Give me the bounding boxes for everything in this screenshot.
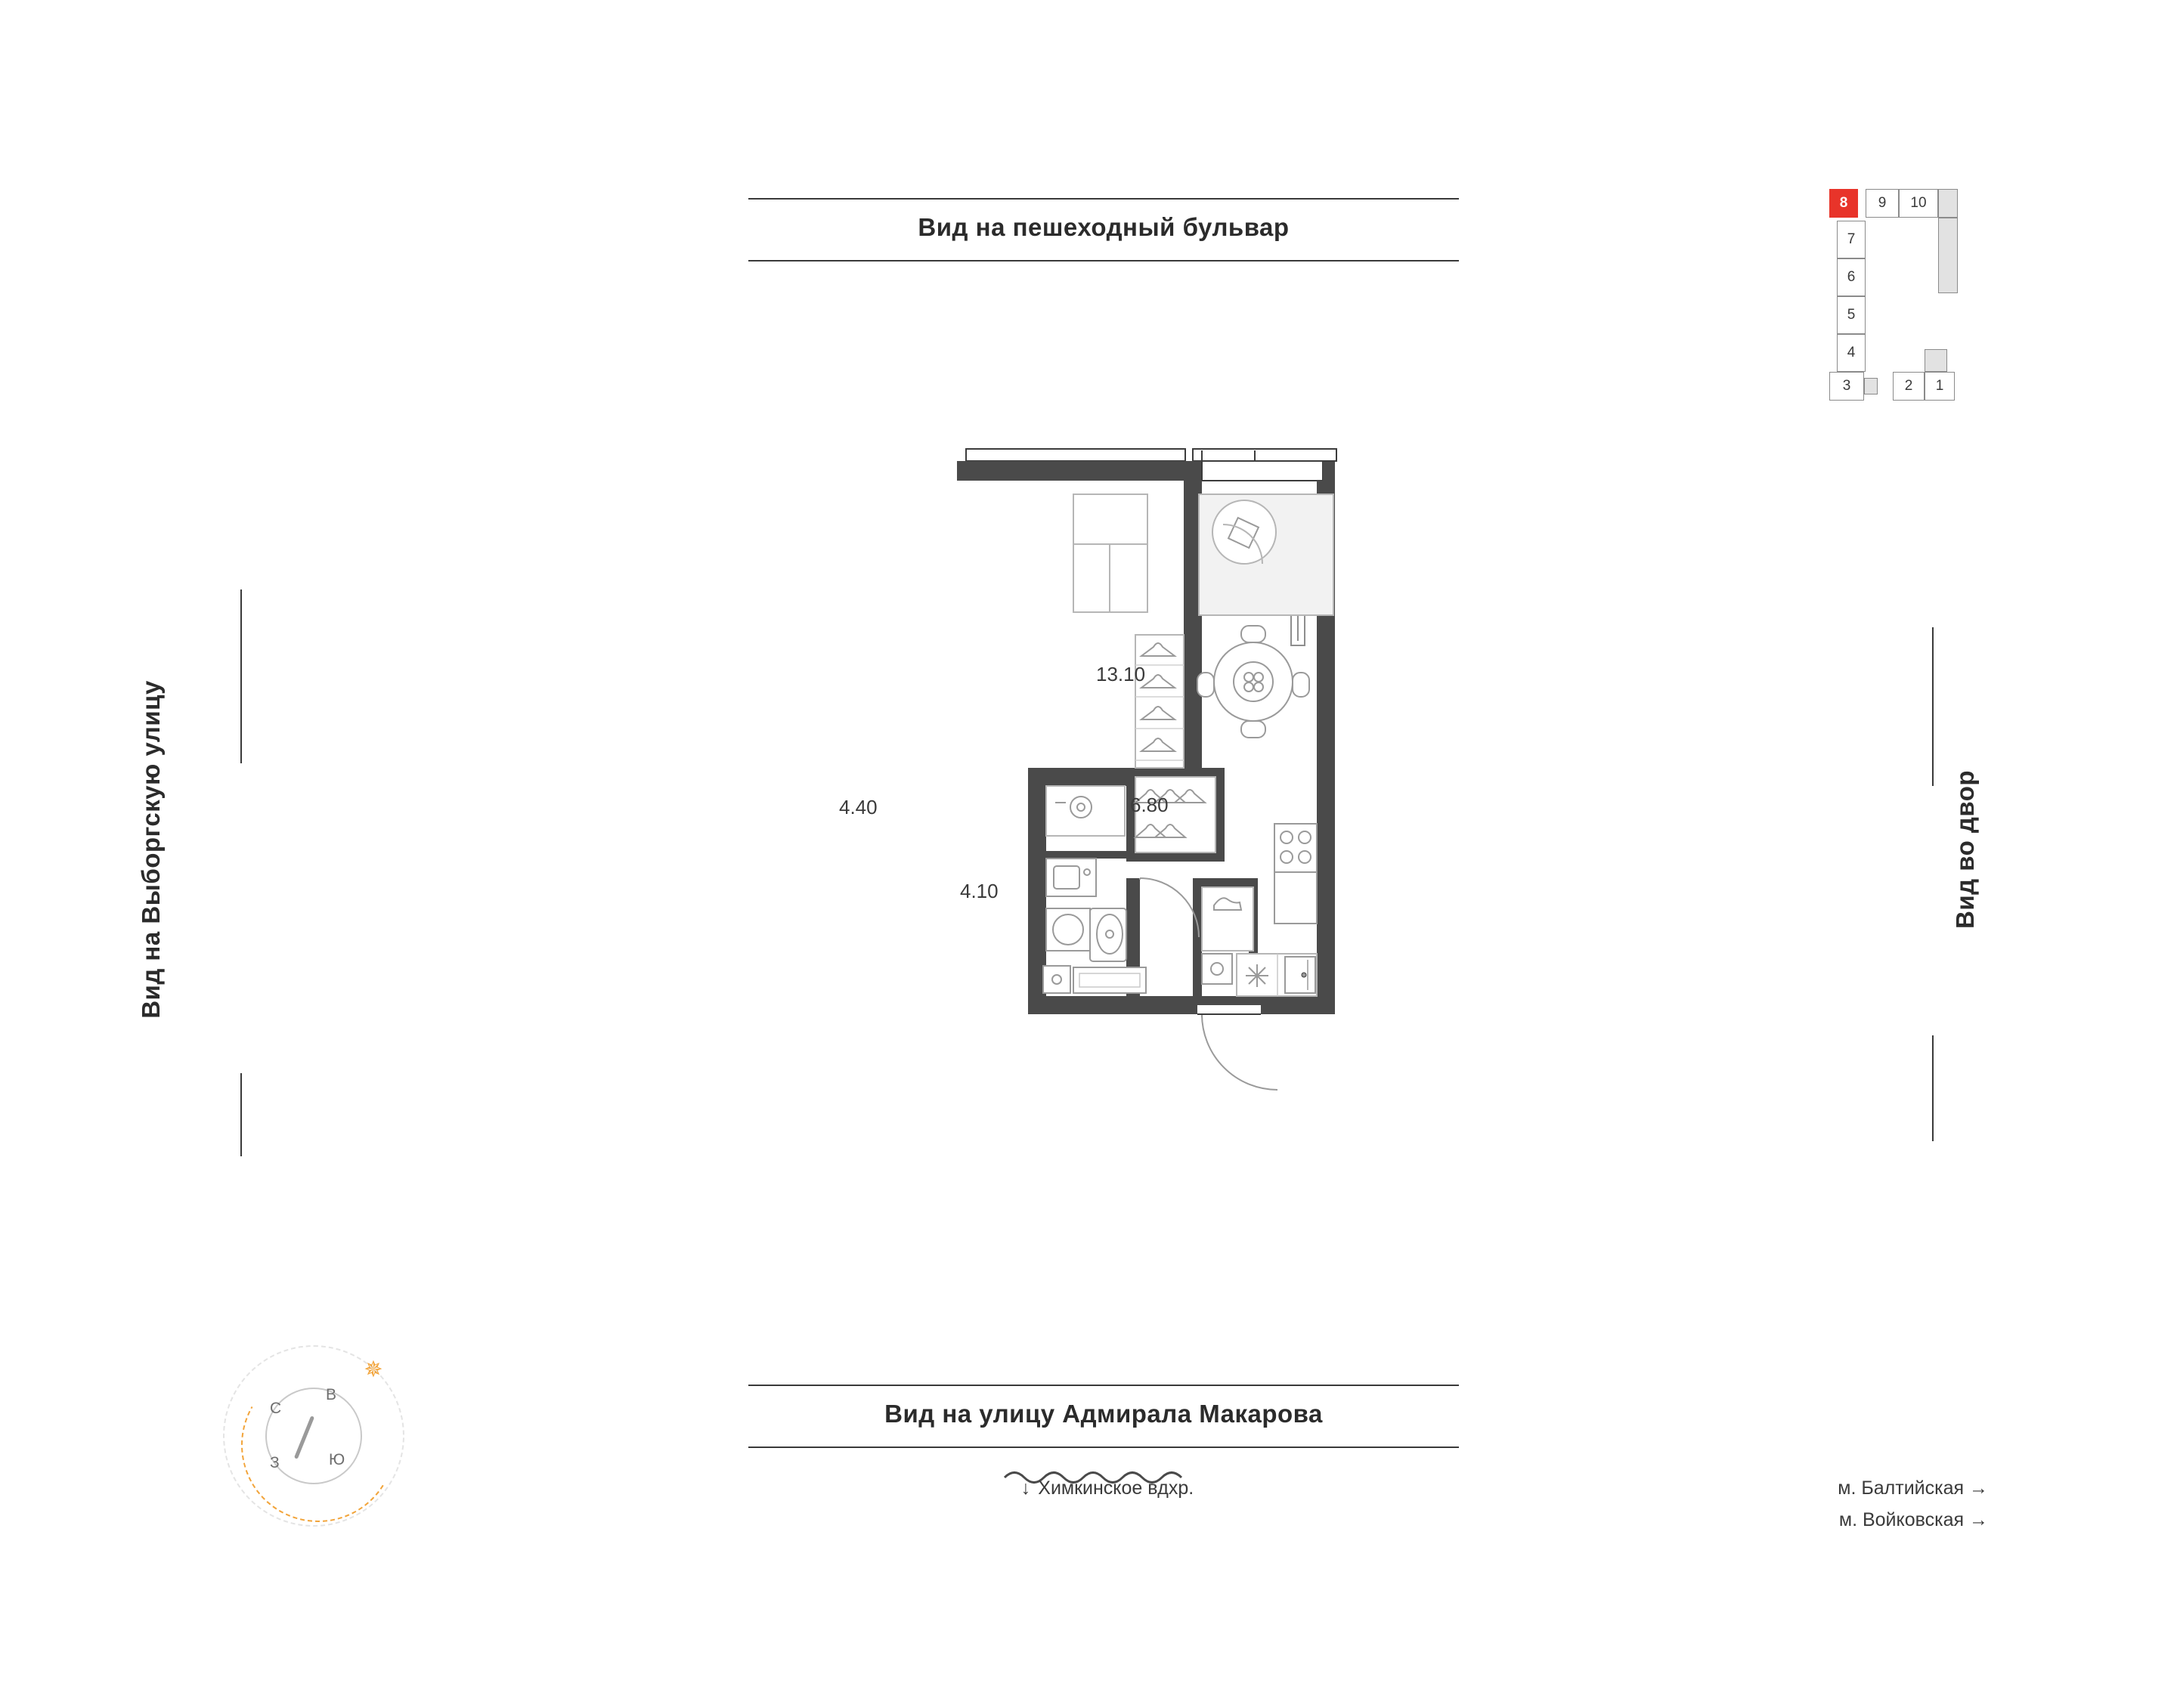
floor-plan-drawing — [703, 416, 1504, 1255]
key-plan-unit-8[interactable]: 8 — [1829, 189, 1858, 218]
key-plan[interactable] — [1829, 189, 2003, 469]
key-plan-block — [1864, 378, 1878, 395]
caption-top-rule-upper — [748, 198, 1459, 200]
water-label — [949, 1477, 1266, 1499]
room-area-kitchen: 6.80 — [1130, 794, 1169, 816]
caption-left-rule-upper — [240, 589, 242, 763]
room-area-bathroom: 4.40 — [839, 796, 878, 818]
caption-top: Вид на пешеходный бульвар — [918, 213, 1290, 241]
caption-left: Вид на Выборгскую улицу — [137, 680, 165, 1019]
caption-bottom-rule-lower — [748, 1447, 1459, 1448]
caption-right-rule-upper — [1932, 627, 1934, 786]
compass-west-label: З — [270, 1454, 280, 1471]
metro-item: м. Балтийская → — [1838, 1477, 1988, 1499]
caption-left-rule-lower — [240, 1073, 242, 1156]
room-area-living: 13.10 — [1096, 663, 1146, 685]
caption-bottom: Вид на улицу Адмирала Макарова — [884, 1400, 1323, 1428]
key-plan-block — [1938, 189, 1958, 218]
key-plan-unit-6[interactable]: 6 — [1837, 258, 1866, 296]
compass-south-label: Ю — [329, 1451, 345, 1468]
room-area-hall: 4.10 — [960, 880, 999, 902]
key-plan-unit-7[interactable]: 7 — [1837, 221, 1866, 258]
key-plan-unit-10[interactable]: 10 — [1899, 189, 1938, 218]
water-label-text: Химкинское вдхр. — [1038, 1477, 1194, 1499]
compass-north-label: С — [270, 1400, 282, 1417]
compass-east-label: В — [326, 1386, 337, 1403]
key-plan-unit-3[interactable]: 3 — [1829, 372, 1864, 401]
key-plan-unit-1[interactable]: 1 — [1925, 372, 1955, 401]
sun-icon: ✵ — [364, 1357, 383, 1382]
key-plan-unit-4[interactable]: 4 — [1837, 334, 1866, 372]
key-plan-block — [1925, 349, 1947, 372]
caption-right: Вид во двор — [1951, 769, 1979, 930]
key-plan-unit-9[interactable]: 9 — [1866, 189, 1899, 218]
metro-list — [1838, 1472, 1988, 1536]
caption-bottom-rule-upper — [748, 1385, 1459, 1386]
caption-right-rule-lower — [1932, 1035, 1934, 1141]
water-arrow-icon: ↓ — [1020, 1477, 1031, 1499]
caption-top-rule-lower — [748, 260, 1459, 261]
key-plan-unit-2[interactable]: 2 — [1893, 372, 1925, 401]
key-plan-block — [1938, 218, 1958, 293]
metro-item: м. Войковская → — [1838, 1509, 1988, 1530]
key-plan-unit-5[interactable]: 5 — [1837, 296, 1866, 334]
compass — [223, 1345, 412, 1534]
